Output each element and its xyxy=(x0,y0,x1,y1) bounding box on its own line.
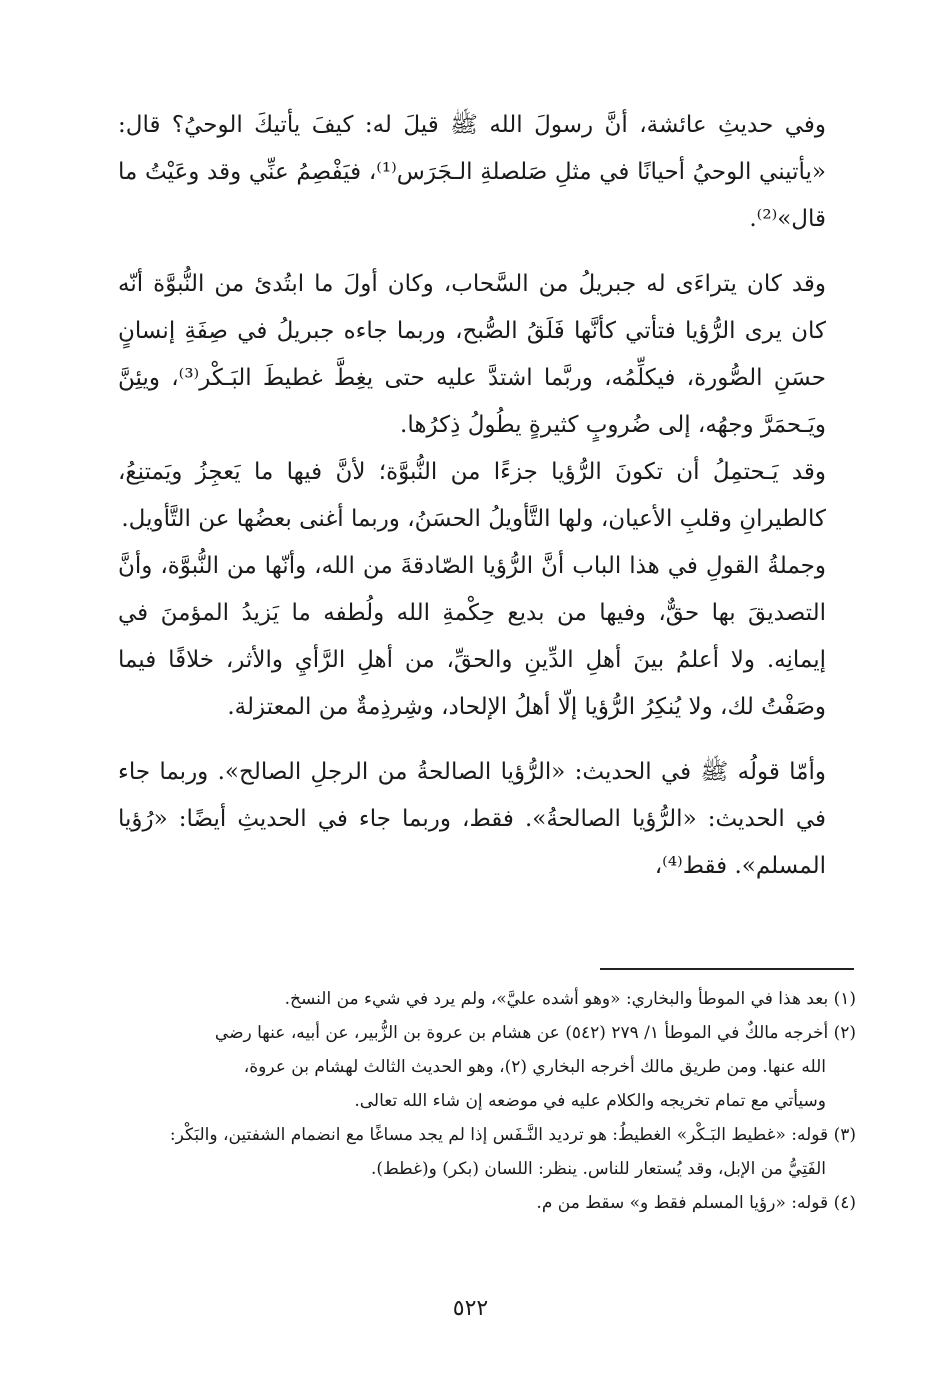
paragraph-2: وقد كان يتراءَى له جبريلُ من السَّحاب، وكان أولَ ما ابتُدئ من النُّبوَّة أنّه كان يرى الرُّؤيا فتأتي كأنَّها فَلَقُ الصُّبح، وربما جاءه جبريلُ في صِفَةِ إنسانٍ حسَنِ الصُّورة، فيكلِّمُه، وربَّما اشتدَّ عليه حتى يغِطَّ غطيطَ البَـكْر⁽³⁾، ويئِنَّ ويَـحمَرَّ وجهُه، إلى ضُروبٍ كثيرةٍ يطُولُ ذِكرُها. xyxy=(118,271,826,438)
footnote-3-line-2: الفَتِيُّ من الإبل، وقد يُستعار للناس. ينظر: اللسان (بكر) و(غطط). xyxy=(370,1159,826,1179)
footnote-4: (٤) قوله: «رؤيا المسلم فقط و» سقط من م. xyxy=(536,1193,856,1213)
main-text xyxy=(118,102,826,890)
paragraph-3: وقد يَـحتمِلُ أن تكونَ الرُّؤيا جزءًا من النُّبوَّة؛ لأنَّ فيها ما يَعجِزُ ويَمتنِعُ، كالطيرانِ وقلبِ الأعيان، ولها التَّأويلُ الحسَنُ، وربما أغنى بعضُها عن التَّأويل. xyxy=(118,459,826,532)
footnote-2-line-3: وسيأتي مع تمام تخريجه والكلام عليه في موضعه إن شاء الله تعالى. xyxy=(354,1091,826,1111)
paragraph-5: وأمّا قولُه ﷺ في الحديث: «الرُّؤيا الصالحةُ من الرجلِ الصالح». وربما جاء في الحديث: «الرُّؤيا الصالحةُ». فقط، وربما جاء في الحديثِ أيضًا: «رُؤيا المسلم». فقط⁽⁴⁾، xyxy=(118,759,826,879)
footnote-3-line-1: (٣) قوله: «غطيط البَـكْر» الغطيطُ: هو ترديد النَّـفَس إذا لم يجد مساغًا مع انضمام الشفتين، والبَكْر: xyxy=(169,1125,856,1145)
footnote-separator xyxy=(600,968,854,970)
footnote-2-line-2: الله عنها. ومن طريق مالك أخرجه البخاري (٢)، وهو الحديث الثالث لهشام بن عروة، xyxy=(243,1057,826,1077)
paragraph-1: وفي حديثِ عائشة، أنَّ رسولَ الله ﷺ قيلَ له: كيفَ يأتيكَ الوحيُ؟ قال: «يأتيني الوحيُ أحيانًا في مثلِ صَلصلةِ الـجَرَس⁽¹⁾، فيَفْصِمُ عنِّي وقد وعَيْتُ ما قال»⁽²⁾. xyxy=(118,112,826,232)
page-number: ٥٢٢ xyxy=(452,1296,489,1321)
footnote-1: (١) بعد هذا في الموطأ والبخاري: «وهو أشده عليَّ»، ولم يرد في شيء من النسخ. xyxy=(284,989,856,1009)
footnotes xyxy=(118,982,856,1220)
paragraph-4: وجملةُ القولِ في هذا الباب أنَّ الرُّؤيا الصّادقةَ من الله، وأنّها من النُّبوَّة، وأنَّ التصديقَ بها حقٌّ، وفيها من بديع حِكْمةِ الله ولُطفه ما يَزيدُ المؤمنَ في إيمانِه. ولا أعلمُ بينَ أهلِ الدِّينِ والحقِّ، من أهلِ الرَّأيِ والأثر، خلافًا فيما وصَفْتُ لك، ولا يُنكِرُ الرُّؤيا إلّا أهلُ الإلحاد، وشِرذِمةٌ من المعتزلة. xyxy=(118,553,826,720)
footnote-2-line-1: (٢) أخرجه مالكٌ في الموطأ ١/ ٢٧٩ (٥٤٢) عن هشام بن عروة بن الزُّبير، عن أبيه، عنها رضي xyxy=(214,1023,856,1043)
